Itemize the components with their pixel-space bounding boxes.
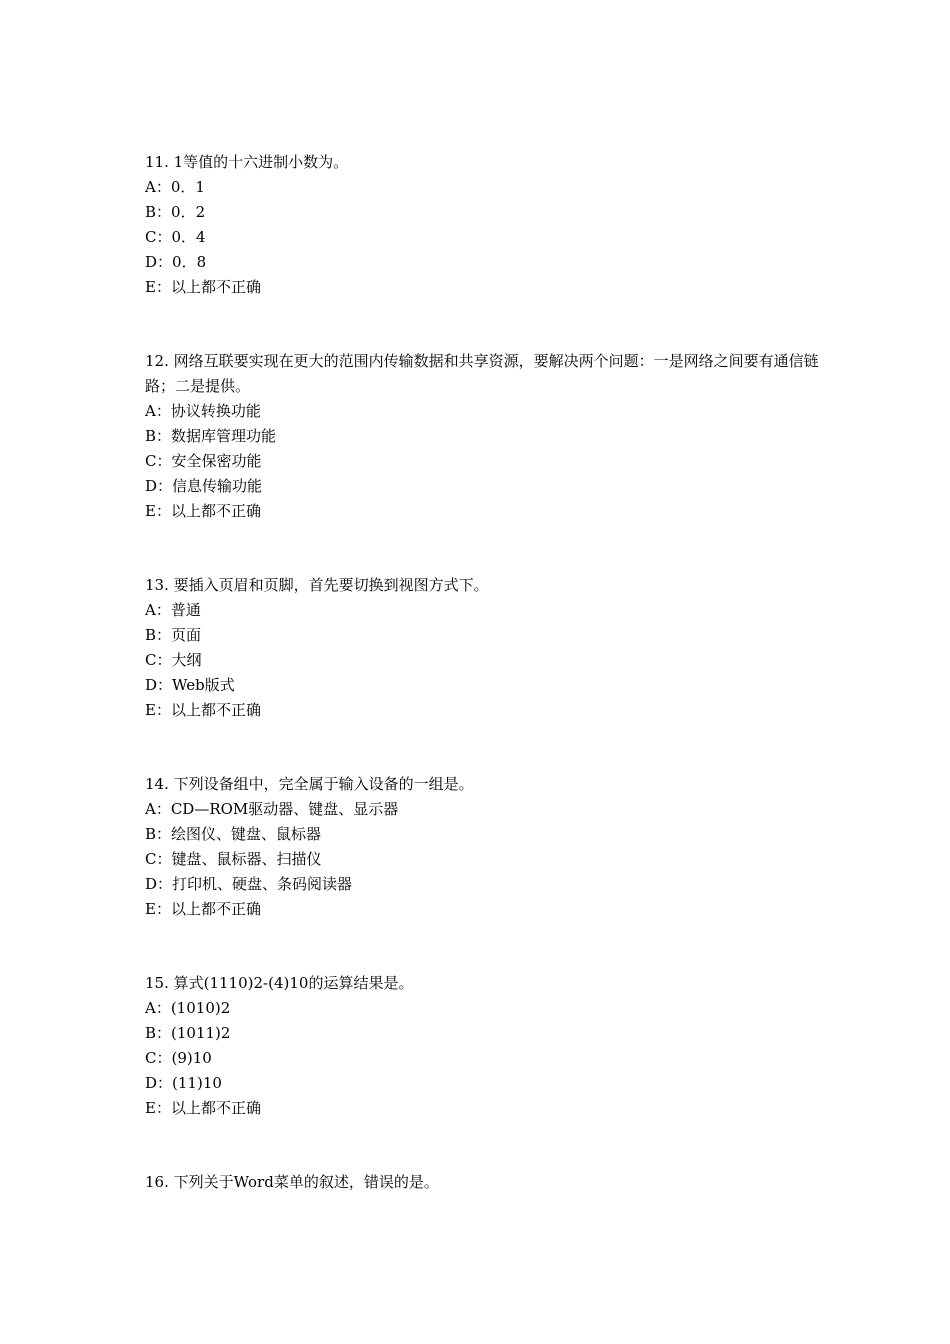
option-c: C：0．4 — [145, 228, 206, 246]
option-b: B：(1011)2 — [145, 1024, 231, 1042]
option-e: E：以上都不正确 — [145, 278, 261, 296]
option-e: E：以上都不正确 — [145, 900, 261, 918]
question-stem: 12. 网络互联要实现在更大的范围内传输数据和共享资源，要解决两个问题：一是网络之间要有通信链路；二是提供。 — [145, 352, 819, 395]
option-e: E：以上都不正确 — [145, 701, 261, 719]
option-e: E：以上都不正确 — [145, 1099, 261, 1117]
spacer — [145, 524, 835, 573]
option-e: E：以上都不正确 — [145, 502, 261, 520]
question-16 — [145, 1170, 835, 1195]
option-a: A：协议转换功能 — [145, 402, 261, 420]
option-a: A：CD—ROM驱动器、键盘、显示器 — [145, 800, 399, 818]
option-a: A：普通 — [145, 601, 201, 619]
option-b: B：绘图仪、键盘、鼠标器 — [145, 825, 322, 843]
option-c: C：(9)10 — [145, 1049, 212, 1067]
question-stem: 14. 下列设备组中，完全属于输入设备的一组是。 — [145, 775, 474, 793]
question-12 — [145, 349, 835, 524]
spacer — [145, 922, 835, 971]
question-stem: 13. 要插入页眉和页脚，首先要切换到视图方式下。 — [145, 576, 489, 594]
question-13 — [145, 573, 835, 723]
option-c: C：大纲 — [145, 651, 202, 669]
spacer — [145, 723, 835, 772]
option-c: C：安全保密功能 — [145, 452, 262, 470]
option-b: B：页面 — [145, 626, 202, 644]
question-11 — [145, 150, 835, 300]
question-stem: 16. 下列关于Word菜单的叙述，错误的是。 — [145, 1173, 439, 1191]
document-page — [145, 150, 835, 1195]
option-a: A：0．1 — [145, 178, 205, 196]
question-14 — [145, 772, 835, 922]
option-d: D：Web版式 — [145, 676, 235, 694]
option-a: A：(1010)2 — [145, 999, 231, 1017]
option-b: B：数据库管理功能 — [145, 427, 277, 445]
question-15 — [145, 971, 835, 1121]
spacer — [145, 1121, 835, 1170]
option-d: D：打印机、硬盘、条码阅读器 — [145, 875, 353, 893]
option-d: D：(11)10 — [145, 1074, 222, 1092]
option-c: C：键盘、鼠标器、扫描仪 — [145, 850, 322, 868]
question-stem: 11. 1等值的十六进制小数为。 — [145, 153, 349, 171]
spacer — [145, 300, 835, 349]
option-b: B：0．2 — [145, 203, 206, 221]
option-d: D：信息传输功能 — [145, 477, 263, 495]
question-stem: 15. 算式(1110)2-(4)10的运算结果是。 — [145, 974, 414, 992]
option-d: D：0．8 — [145, 253, 207, 271]
